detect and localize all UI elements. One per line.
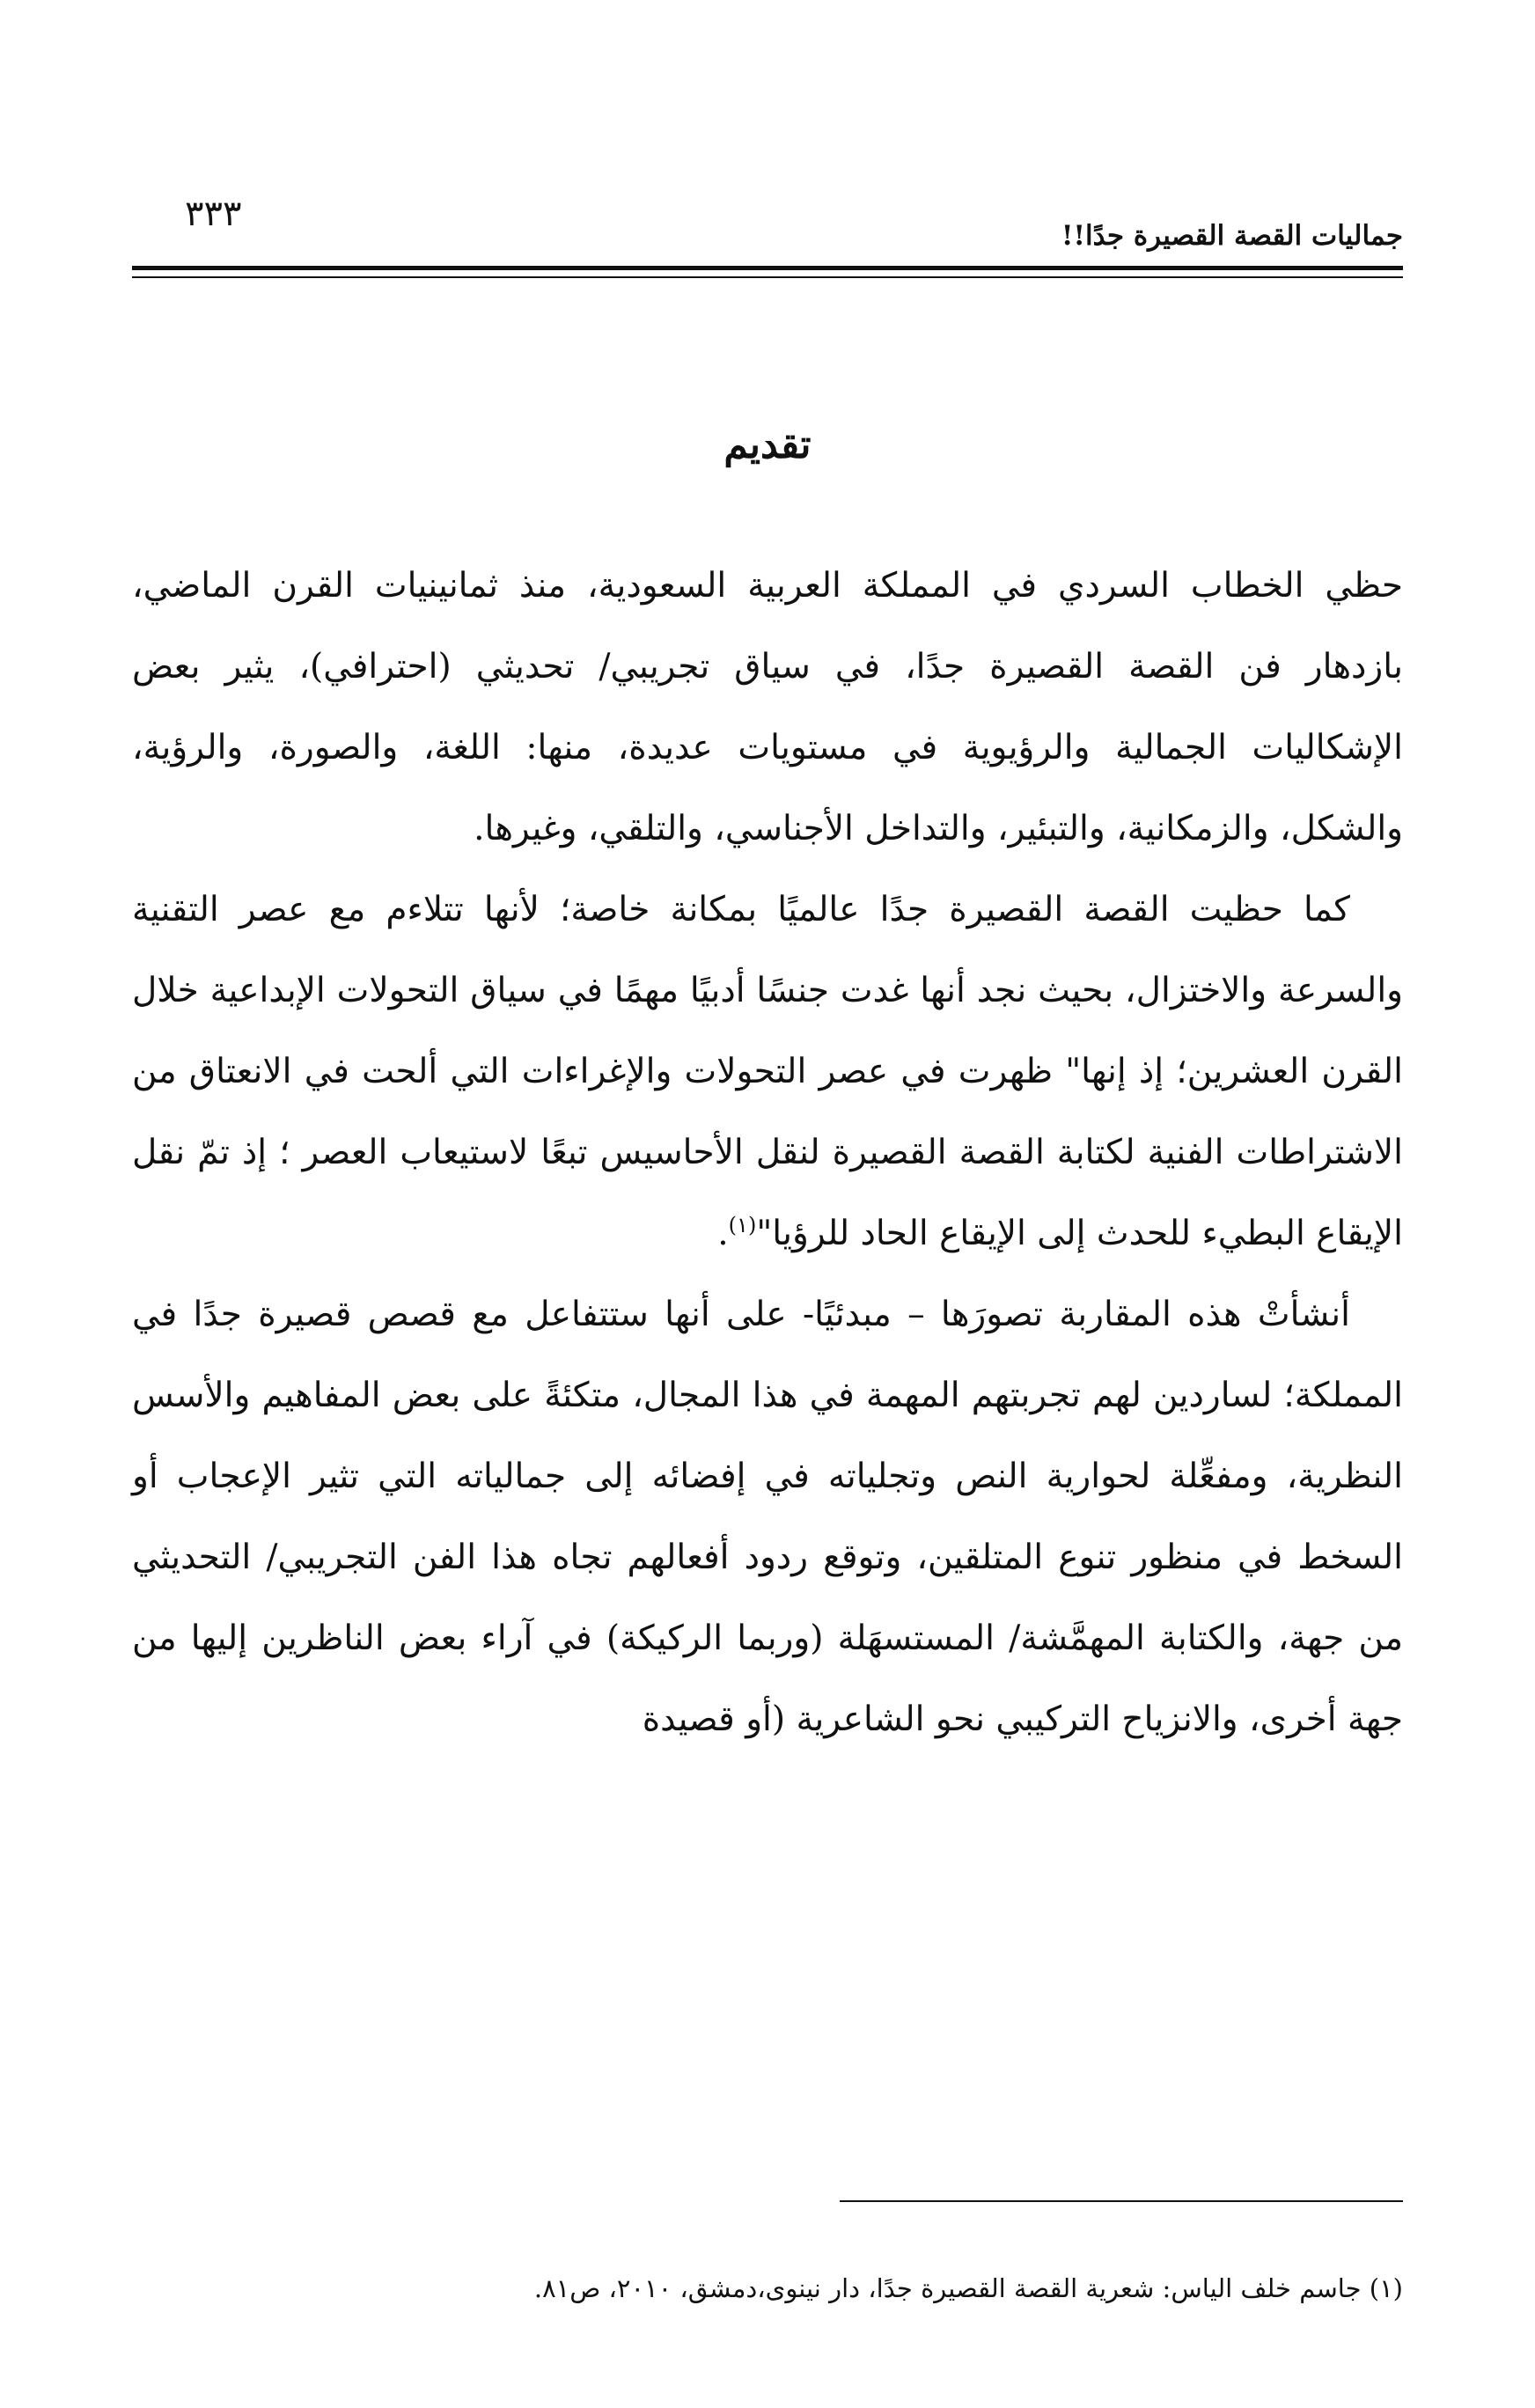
- section-title: تقديم: [723, 422, 812, 467]
- header-rule-thick: [132, 266, 1403, 270]
- body-text: [132, 546, 1403, 1760]
- paragraph-1: حظي الخطاب السردي في المملكة العربية السعودية، منذ ثمانينيات القرن الماضي، بازدهار فن القصة القصيرة جدًا، في سياق تجريبي/ تحديثي (احترافي)، يثير بعض الإشكاليات الجمالية والرؤيوية في مستويات عديدة، منها: اللغة، والصورة، والرؤية، والشكل، والزمكانية، والتبئير، والتداخل الأجناسي، والتلقي، وغيرها.: [132, 566, 1403, 848]
- paragraph-2-end: .: [717, 1214, 729, 1253]
- footnote-reference: (١): [728, 1213, 757, 1237]
- footnote-separator: [840, 2200, 1403, 2202]
- header-rule-thin: [132, 276, 1403, 278]
- running-title: جماليات القصة القصيرة جدًا!!: [1061, 220, 1403, 252]
- page-number: ٣٣٣: [185, 194, 242, 234]
- paragraph-2-text: كما حظيت القصة القصيرة جدًا عالميًا بمكانة خاصة؛ لأنها تتلاءم مع عصر التقنية والسرعة والاختزال، بحيث نجد أنها غدت جنسًا أدبيًا مهمًا في سياق التحولات الإبداعية خلال القرن العشرين؛ إذ إنها" ظهرت في عصر التحولات والإغراءات التي ألحت في الانعتاق من الاشتراطات الفنية لكتابة القصة القصيرة لنقل الأحاسيس تبعًا لاستيعاب العصر ؛ إذ تمّ نقل الإيقاع البطيء للحدث إلى الإيقاع الحاد للرؤيا": [132, 890, 1403, 1253]
- paragraph-3: أنشأتْ هذه المقاربة تصورَها – مبدئيًا- على أنها ستتفاعل مع قصص قصيرة جدًا في المملكة؛ لساردين لهم تجربتهم المهمة في هذا المجال، متكئةً على بعض المفاهيم والأسس النظرية، ومفعِّلة لحوارية النص وتجلياته في إفضائه إلى جمالياته التي تثير الإعجاب أو السخط في منظور تنوع المتلقين، وتوقع ردود أفعالهم تجاه هذا الفن التجريبي/ التحديثي من جهة، والكتابة المهمَّشة/ المستسهَلة (وربما الركيكة) في آراء بعض الناظرين إليها من جهة أخرى، والانزياح التركيبي نحو الشاعرية (أو قصيدة: [132, 1295, 1403, 1739]
- footnote: (١) جاسم خلف الياس: شعرية القصة القصيرة جدًا، دار نينوى،دمشق، ٢٠١٠، ص٨١.: [533, 2273, 1403, 2303]
- paragraph-2: [132, 870, 1403, 1274]
- page-header: [132, 185, 1403, 290]
